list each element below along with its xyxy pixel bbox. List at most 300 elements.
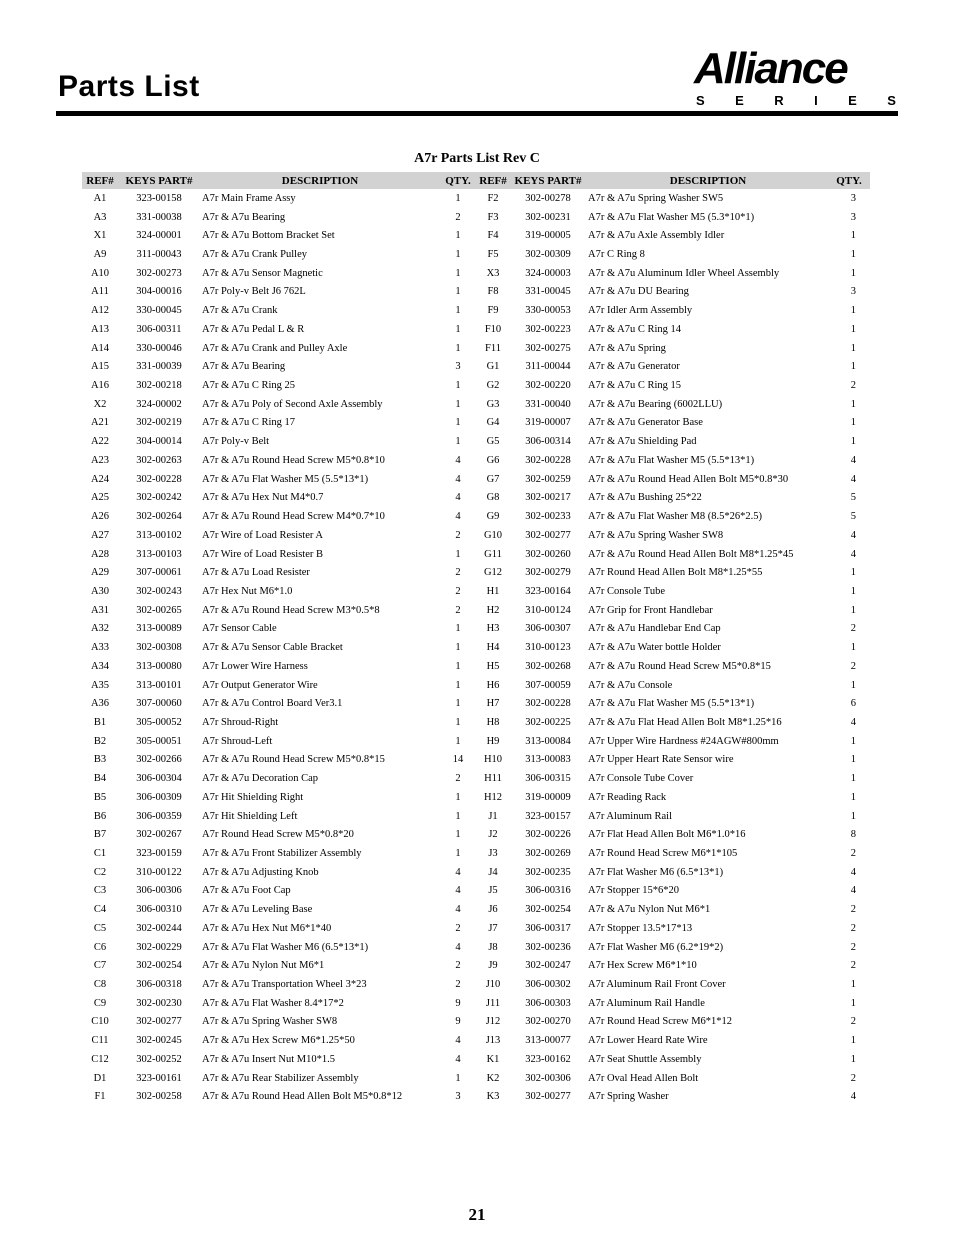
description-cell: A7r & A7u Bearing (202, 361, 286, 373)
qty-cell: 1 (850, 810, 856, 822)
part-number-cell: 302-00231 (525, 211, 571, 223)
description-cell: A7r & A7u Front Stabilizer Assembly (202, 848, 362, 860)
description-cell: A7r & A7u Poly of Second Axle Assembly (202, 398, 383, 410)
qty-cell: 4 (455, 904, 461, 916)
description-cell: A7r & A7u Control Board Ver3.1 (202, 698, 343, 710)
part-number-cell: 313-00080 (136, 660, 182, 672)
description-cell: A7r & A7u Axle Assembly Idler (588, 230, 725, 242)
description-cell: A7r Flat Washer M6 (6.5*13*1) (588, 866, 724, 878)
table-row (82, 769, 870, 788)
table-row (82, 975, 870, 994)
ref-cell: J1 (488, 810, 498, 822)
ref-cell: F8 (487, 286, 499, 298)
part-number-cell: 302-00233 (525, 511, 571, 523)
table-row (82, 844, 870, 863)
column-header-description: DESCRIPTION (586, 172, 830, 189)
logo-series-letter: R (774, 93, 784, 108)
qty-cell: 1 (850, 979, 856, 991)
table-row (82, 507, 870, 526)
ref-cell: C9 (93, 997, 107, 1009)
table-row (82, 863, 870, 882)
page-title: Parts List (58, 70, 200, 103)
description-cell: A7r Lower Heard Rate Wire (588, 1035, 708, 1047)
logo-series-letter: E (735, 93, 744, 108)
description-cell: A7r & A7u Round Head Allen Bolt M5*0.8*30 (588, 473, 789, 485)
description-cell: A7r Poly-v Belt (202, 436, 270, 448)
ref-cell: F4 (487, 230, 499, 242)
qty-cell: 2 (850, 1072, 856, 1084)
table-row (82, 919, 870, 938)
part-number-cell: 302-00225 (525, 716, 571, 728)
table-row (82, 563, 870, 582)
table-row (82, 526, 870, 545)
description-cell: A7r C Ring 8 (588, 249, 645, 261)
qty-cell: 1 (850, 735, 856, 747)
table-row (82, 956, 870, 975)
logo-series-text (696, 93, 896, 108)
ref-cell: A13 (90, 323, 110, 335)
qty-cell: 2 (455, 773, 461, 785)
part-number-cell: 302-00277 (525, 529, 571, 541)
part-number-cell: 302-00235 (525, 866, 571, 878)
column-header-part: KEYS PART# (118, 172, 200, 189)
description-cell: A7r & A7u Flat Washer M5 (5.5*13*1) (202, 473, 369, 485)
description-cell: A7r Sensor Cable (202, 623, 277, 635)
qty-cell: 4 (455, 492, 461, 504)
ref-cell: J6 (488, 904, 498, 916)
part-number-cell: 313-00102 (136, 529, 182, 541)
table-row (82, 694, 870, 713)
description-cell: A7r & A7u Aluminum Idler Wheel Assembly (588, 267, 780, 279)
ref-cell: X3 (486, 267, 500, 279)
qty-cell: 4 (455, 866, 461, 878)
ref-cell: D1 (93, 1072, 107, 1084)
qty-cell: 4 (850, 454, 856, 466)
qty-cell: 4 (455, 885, 461, 897)
qty-cell: 4 (850, 548, 856, 560)
ref-cell: X1 (93, 230, 107, 242)
description-cell: A7r & A7u Round Head Screw M5*0.8*10 (202, 454, 385, 466)
description-cell: A7r Stopper 15*6*20 (588, 885, 679, 897)
qty-cell: 1 (455, 660, 461, 672)
description-cell: A7r Upper Heart Rate Sensor wire (588, 754, 734, 766)
description-cell: A7r & A7u Hex Nut M4*0.7 (202, 492, 324, 504)
description-cell: A7r & A7u Crank Pulley (202, 249, 307, 261)
part-number-cell: 302-00277 (136, 1016, 182, 1028)
qty-cell: 1 (455, 548, 461, 560)
part-number-cell: 302-00245 (136, 1035, 182, 1047)
part-number-cell: 302-00228 (525, 698, 571, 710)
part-number-cell: 319-00005 (525, 230, 571, 242)
qty-cell: 2 (455, 922, 461, 934)
part-number-cell: 307-00059 (525, 679, 571, 691)
qty-cell: 1 (455, 230, 461, 242)
table-row (82, 601, 870, 620)
part-number-cell: 302-00252 (136, 1053, 182, 1065)
table-row (82, 1088, 870, 1107)
ref-cell: G11 (484, 548, 502, 560)
ref-cell: C1 (93, 848, 107, 860)
ref-cell: J13 (485, 1035, 501, 1047)
part-number-cell: 307-00060 (136, 698, 182, 710)
part-number-cell: 306-00306 (136, 885, 182, 897)
ref-cell: A28 (90, 548, 110, 560)
table-row (82, 751, 870, 770)
description-cell: A7r Round Head Screw M5*0.8*20 (202, 829, 354, 841)
qty-cell: 1 (850, 754, 856, 766)
alliance-series-logo (690, 44, 900, 110)
qty-cell: 2 (455, 604, 461, 616)
ref-cell: G5 (486, 436, 500, 448)
description-cell: A7r & A7u Load Resister (202, 567, 310, 579)
ref-cell: C8 (93, 979, 107, 991)
part-number-cell: 331-00039 (136, 361, 182, 373)
ref-cell: B4 (93, 773, 107, 785)
ref-cell: J2 (488, 829, 498, 841)
ref-cell: J10 (485, 979, 501, 991)
description-cell: A7r & A7u DU Bearing (588, 286, 689, 298)
ref-cell: G12 (483, 567, 503, 579)
description-cell: A7r & A7u Flat Washer M5 (5.3*10*1) (588, 211, 755, 223)
part-number-cell: 302-00244 (136, 922, 182, 934)
qty-cell: 1 (455, 623, 461, 635)
ref-cell: A14 (90, 342, 110, 354)
part-number-cell: 331-00040 (525, 398, 571, 410)
part-number-cell: 313-00103 (136, 548, 182, 560)
header-divider (56, 111, 898, 116)
ref-cell: H4 (486, 642, 500, 654)
table-row (82, 245, 870, 264)
qty-cell: 8 (850, 829, 856, 841)
description-cell: A7r Upper Wire Hardness #24AGW#800mm (588, 735, 779, 747)
description-cell: A7r & A7u Adjusting Knob (202, 866, 319, 878)
ref-cell: G4 (486, 417, 500, 429)
ref-cell: A16 (90, 380, 110, 392)
ref-cell: A34 (90, 660, 110, 672)
logo-series-letter: S (887, 93, 896, 108)
ref-cell: J12 (485, 1016, 501, 1028)
description-cell: A7r & A7u Bearing (6002LLU) (588, 398, 723, 410)
ref-cell: A35 (90, 679, 110, 691)
ref-cell: F9 (487, 305, 499, 317)
part-number-cell: 302-00242 (136, 492, 182, 504)
part-number-cell: 305-00051 (136, 735, 182, 747)
ref-cell: H12 (483, 791, 503, 803)
part-number-cell: 306-00315 (525, 773, 571, 785)
part-number-cell: 302-00236 (525, 941, 571, 953)
description-cell: A7r & A7u Shielding Pad (588, 436, 697, 448)
ref-cell: K2 (486, 1072, 500, 1084)
qty-cell: 1 (455, 1072, 461, 1084)
part-number-cell: 302-00308 (136, 642, 182, 654)
part-number-cell: 302-00277 (525, 1091, 571, 1103)
part-number-cell: 324-00003 (525, 267, 571, 279)
ref-cell: J7 (488, 922, 498, 934)
ref-cell: J8 (488, 941, 498, 953)
table-row (82, 489, 870, 508)
part-number-cell: 306-00310 (136, 904, 182, 916)
table-row (82, 713, 870, 732)
part-number-cell: 302-00229 (136, 941, 182, 953)
column-header-part: KEYS PART# (510, 172, 586, 189)
ref-cell: B6 (93, 810, 107, 822)
description-cell: A7r & A7u Flat Washer M8 (8.5*26*2.5) (588, 511, 762, 523)
table-row (82, 638, 870, 657)
part-number-cell: 323-00157 (525, 810, 571, 822)
ref-cell: A32 (90, 623, 110, 635)
part-number-cell: 302-00306 (525, 1072, 571, 1084)
ref-cell: A26 (90, 511, 110, 523)
table-row (82, 189, 870, 208)
part-number-cell: 313-00089 (136, 623, 182, 635)
qty-cell: 1 (850, 604, 856, 616)
part-number-cell: 319-00009 (525, 791, 571, 803)
description-cell: A7r & A7u Water bottle Holder (588, 642, 721, 654)
description-cell: A7r & A7u C Ring 25 (202, 380, 296, 392)
qty-cell: 1 (850, 417, 856, 429)
part-number-cell: 306-00317 (525, 922, 571, 934)
ref-cell: A33 (90, 642, 110, 654)
ref-cell: J3 (488, 848, 498, 860)
qty-cell: 5 (850, 492, 856, 504)
ref-cell: C4 (93, 904, 107, 916)
qty-cell: 1 (455, 380, 461, 392)
description-cell: A7r & A7u Sensor Magnetic (202, 267, 323, 279)
description-cell: A7r Wire of Load Resister B (202, 548, 323, 560)
qty-cell: 4 (455, 1035, 461, 1047)
column-header-ref: REF# (476, 172, 510, 189)
description-cell: A7r Console Tube (588, 585, 666, 597)
qty-cell: 1 (455, 249, 461, 261)
ref-cell: G1 (486, 361, 500, 373)
qty-cell: 1 (850, 342, 856, 354)
description-cell: A7r & A7u Flat Washer M5 (5.5*13*1) (588, 454, 755, 466)
qty-cell: 2 (850, 380, 856, 392)
description-cell: A7r & A7u Round Head Screw M5*0.8*15 (588, 660, 771, 672)
description-cell: A7r & A7u Leveling Base (202, 904, 313, 916)
part-number-cell: 306-00302 (525, 979, 571, 991)
part-number-cell: 302-00226 (525, 829, 571, 841)
table-row (82, 732, 870, 751)
ref-cell: A1 (93, 192, 107, 204)
qty-cell: 2 (850, 1016, 856, 1028)
part-number-cell: 313-00101 (136, 679, 182, 691)
qty-cell: 2 (850, 660, 856, 672)
qty-cell: 1 (455, 716, 461, 728)
qty-cell: 3 (850, 286, 856, 298)
part-number-cell: 302-00219 (136, 417, 182, 429)
description-cell: A7r & A7u Bearing (202, 211, 286, 223)
table-row (82, 994, 870, 1013)
description-cell: A7r & A7u Spring Washer SW8 (202, 1016, 338, 1028)
part-number-cell: 330-00046 (136, 342, 182, 354)
parts-table-body (82, 189, 870, 1106)
description-cell: A7r & A7u Transportation Wheel 3*23 (202, 979, 367, 991)
ref-cell: A22 (90, 436, 110, 448)
description-cell: A7r Hex Nut M6*1.0 (202, 585, 293, 597)
description-cell: A7r & A7u Bottom Bracket Set (202, 230, 335, 242)
qty-cell: 6 (850, 698, 856, 710)
table-row (82, 938, 870, 957)
table-row (82, 1013, 870, 1032)
description-cell: A7r & A7u Round Head Screw M3*0.5*8 (202, 604, 380, 616)
table-row (82, 657, 870, 676)
table-row (82, 1031, 870, 1050)
qty-cell: 5 (850, 511, 856, 523)
qty-cell: 2 (455, 979, 461, 991)
table-row (82, 432, 870, 451)
description-cell: A7r & A7u Generator Base (588, 417, 703, 429)
ref-cell: B1 (93, 716, 107, 728)
qty-cell: 2 (850, 904, 856, 916)
qty-cell: 1 (850, 230, 856, 242)
ref-cell: H5 (486, 660, 500, 672)
part-number-cell: 302-00267 (136, 829, 182, 841)
ref-cell: F11 (485, 342, 501, 354)
column-header-qty: QTY. (440, 172, 476, 189)
description-cell: A7r & A7u Round Head Screw M4*0.7*10 (202, 511, 385, 523)
table-row (82, 676, 870, 695)
qty-cell: 4 (455, 1053, 461, 1065)
qty-cell: 3 (455, 1091, 461, 1103)
ref-cell: H3 (486, 623, 500, 635)
description-cell: A7r & A7u Flat Head Allen Bolt M8*1.25*16 (588, 716, 782, 728)
qty-cell: 1 (850, 249, 856, 261)
ref-cell: A31 (90, 604, 110, 616)
ref-cell: A9 (93, 249, 107, 261)
ref-cell: A12 (90, 305, 110, 317)
column-header-description: DESCRIPTION (200, 172, 440, 189)
table-row (82, 283, 870, 302)
ref-cell: A29 (90, 567, 110, 579)
qty-cell: 2 (455, 960, 461, 972)
qty-cell: 4 (850, 1091, 856, 1103)
part-number-cell: 302-00260 (525, 548, 571, 560)
table-row (82, 208, 870, 227)
part-number-cell: 302-00230 (136, 997, 182, 1009)
part-number-cell: 306-00304 (136, 773, 182, 785)
ref-cell: G6 (486, 454, 500, 466)
description-cell: A7r Spring Washer (588, 1091, 669, 1103)
part-number-cell: 310-00123 (525, 642, 571, 654)
part-number-cell: 302-00259 (525, 473, 571, 485)
column-header-qty: QTY. (830, 172, 870, 189)
description-cell: A7r Poly-v Belt J6 762L (202, 286, 306, 298)
table-row (82, 1069, 870, 1088)
part-number-cell: 311-00044 (525, 361, 571, 373)
description-cell: A7r Lower Wire Harness (202, 660, 308, 672)
ref-cell: A3 (93, 211, 107, 223)
qty-cell: 4 (850, 885, 856, 897)
qty-cell: 4 (850, 529, 856, 541)
table-row (82, 414, 870, 433)
qty-cell: 1 (455, 810, 461, 822)
ref-cell: C3 (93, 885, 107, 897)
ref-cell: A36 (90, 698, 110, 710)
part-number-cell: 324-00001 (136, 230, 182, 242)
ref-cell: B7 (93, 829, 107, 841)
part-number-cell: 331-00038 (136, 211, 182, 223)
part-number-cell: 302-00254 (136, 960, 182, 972)
logo-series-letter: S (696, 93, 705, 108)
ref-cell: H8 (486, 716, 500, 728)
ref-cell: A23 (90, 454, 110, 466)
description-cell: A7r Seat Shuttle Assembly (588, 1053, 702, 1065)
description-cell: A7r Aluminum Rail Handle (588, 997, 705, 1009)
ref-cell: G2 (486, 380, 500, 392)
qty-cell: 1 (455, 398, 461, 410)
ref-cell: C5 (93, 922, 107, 934)
part-number-cell: 306-00307 (525, 623, 571, 635)
description-cell: A7r Grip for Front Handlebar (588, 604, 713, 616)
qty-cell: 2 (455, 529, 461, 541)
description-cell: A7r Shroud-Right (202, 716, 279, 728)
qty-cell: 1 (850, 1053, 856, 1065)
part-number-cell: 302-00279 (525, 567, 571, 579)
description-cell: A7r & A7u Pedal L & R (202, 323, 305, 335)
qty-cell: 1 (850, 305, 856, 317)
description-cell: A7r Round Head Screw M6*1*12 (588, 1016, 733, 1028)
ref-cell: A21 (90, 417, 110, 429)
ref-cell: G8 (486, 492, 500, 504)
part-number-cell: 313-00077 (525, 1035, 571, 1047)
part-number-cell: 310-00122 (136, 866, 182, 878)
ref-cell: C11 (91, 1035, 109, 1047)
ref-cell: F1 (94, 1091, 106, 1103)
ref-cell: B3 (93, 754, 107, 766)
ref-cell: H9 (486, 735, 500, 747)
description-cell: A7r & A7u Round Head Allen Bolt M5*0.8*12 (202, 1091, 403, 1103)
description-cell: A7r Console Tube Cover (588, 773, 694, 785)
table-row (82, 788, 870, 807)
ref-cell: H2 (486, 604, 500, 616)
qty-cell: 1 (455, 323, 461, 335)
qty-cell: 2 (850, 960, 856, 972)
description-cell: A7r Hit Shielding Left (202, 810, 298, 822)
qty-cell: 1 (455, 848, 461, 860)
part-number-cell: 306-00303 (525, 997, 571, 1009)
table-row (82, 545, 870, 564)
qty-cell: 4 (455, 511, 461, 523)
description-cell: A7r & A7u Crank (202, 305, 278, 317)
ref-cell: J5 (488, 885, 498, 897)
ref-cell: G3 (486, 398, 500, 410)
part-number-cell: 302-00254 (525, 904, 571, 916)
description-cell: A7r & A7u Spring (588, 342, 666, 354)
description-cell: A7r & A7u Round Head Screw M5*0.8*15 (202, 754, 385, 766)
description-cell: A7r & A7u Nylon Nut M6*1 (588, 904, 711, 916)
part-number-cell: 306-00314 (525, 436, 571, 448)
part-number-cell: 305-00052 (136, 716, 182, 728)
qty-cell: 4 (455, 941, 461, 953)
part-number-cell: 302-00268 (525, 660, 571, 672)
ref-cell: A30 (90, 585, 110, 597)
description-cell: A7r & A7u C Ring 15 (588, 380, 682, 392)
qty-cell: 1 (455, 791, 461, 803)
part-number-cell: 302-00228 (525, 454, 571, 466)
part-number-cell: 331-00045 (525, 286, 571, 298)
ref-cell: A27 (90, 529, 110, 541)
table-row (82, 825, 870, 844)
description-cell: A7r Round Head Screw M6*1*105 (588, 848, 738, 860)
table-row (82, 470, 870, 489)
table-row (82, 264, 870, 283)
qty-cell: 9 (455, 1016, 461, 1028)
ref-cell: X2 (93, 398, 107, 410)
description-cell: A7r & A7u Flat Washer M5 (5.5*13*1) (588, 698, 755, 710)
part-number-cell: 319-00007 (525, 417, 571, 429)
part-number-cell: 302-00258 (136, 1091, 182, 1103)
